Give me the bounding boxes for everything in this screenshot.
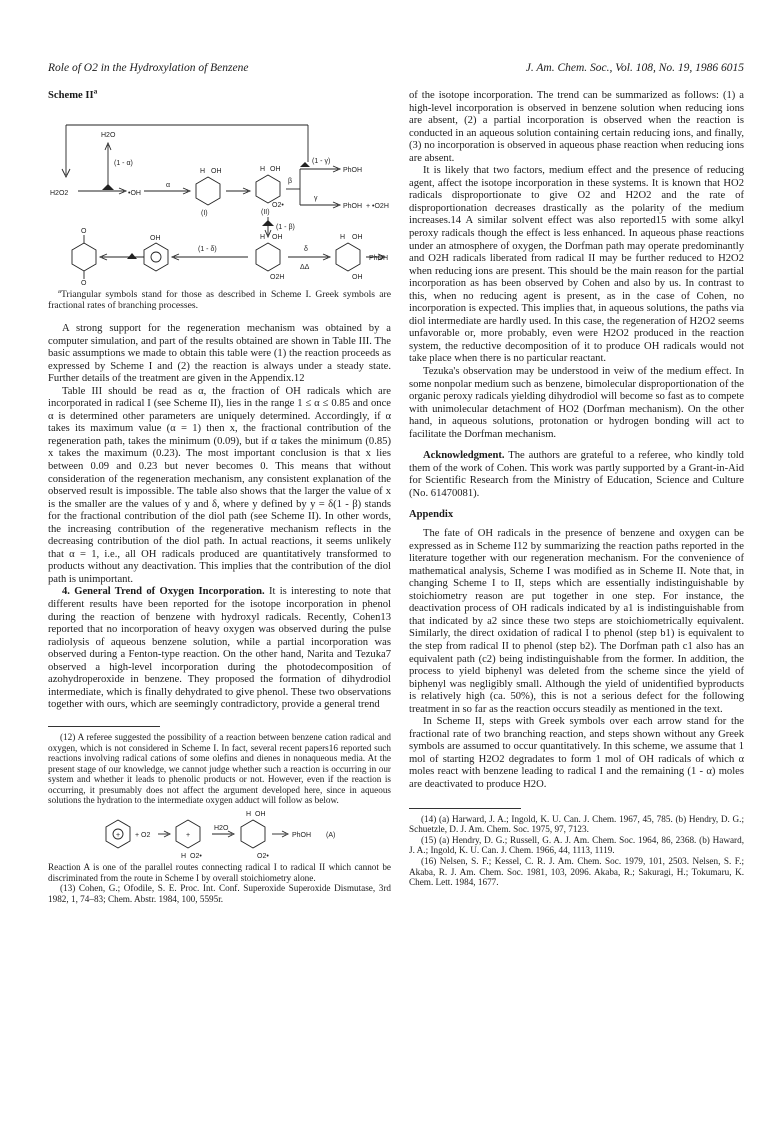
scheme-ii-diagram: [48, 107, 391, 285]
reaction-plus-o2: + O2: [135, 832, 151, 840]
scheme-radical-i: (I): [201, 209, 208, 217]
reaction-a-diagram: [48, 808, 391, 860]
paragraph-two-factors: It is likely that two factors, medium effect and the presence of reducing agent, affect the isotope incorporation in these systems. It is known that HO2 radicals disproportionate to give O2 and H2O2 and the rate of disproportionation decreases drastically as the polarity of the medium increases.14 A similar solvent effect was also reported15 with some alkyl peroxy radicals though the effect is less enhanced. In aqueous phase reactions under an atmosphere of oxygen, the Dorfman path may operate predominantly and O2H radicals liberated from radical II may be further reduced to H2O2 when reducing ions are present. This should be the main reason for the partial incorporation as has been observed by Cohen and also by us. In contrast to this, when no reducing agent is present, as in the case of Cohen, no incorporation is expected. This implies that, in aqueous solutions, the paths via diol intermediate are hardly used. In this case, the regeneration of H2O2 seems unfavorable or, more probably, even were H2O2 produced in the reaction system, the reductive decomposition of it to produce OH radicals would not take place when there is no particular reactant.: [409, 165, 744, 365]
scheme-plus-o2h: + •O2H: [366, 202, 389, 210]
scheme-one-minus-gamma: (1 - γ): [312, 157, 331, 165]
scheme-oh-dihydrodiol-bottom: OH: [352, 273, 363, 281]
section-4-text: It is interesting to note that different results have been reported for the isotope incorporation in phenol during the reaction of benzene with hydroxyl radicals. Recently, Cohen13 reported that no incorporation of heavy oxygen was observed during the pulse radiolysis of aqueous benzene solution, while a partial incorporation was observed during a Fenton-type reaction. On the other hand, Narita and Tezuka7 observed a high-level incorporation during the photodecomposition of azohydroperoxide in benzene. They proposed the formation of dihydrodiol intermediate, which is finally dehydrated to give phenol. These two observations together with ours, which are seemingly contradictory, provide a general trend: [48, 586, 391, 711]
scheme-one-minus-alpha: (1 - α): [114, 159, 133, 167]
paragraph-trend-summary: of the isotope incorporation. The trend can be summarized as follows: (1) a high-level incorporation is observed in benzene solution when reducing ions are absent, (2) a partial incorporation is observed when the reaction is conducted in an aqueous solution containing certain reducing ions, and finally, (3) no incorporation is observed in aqueous phase reaction when reducing ions are absent.: [409, 90, 744, 164]
scheme-h2o2-label: H2O2: [50, 189, 69, 197]
scheme-oh-ii: OH: [270, 165, 281, 173]
scheme-quinone-o-bottom: O: [81, 279, 87, 285]
left-column: [48, 86, 391, 904]
running-header-journal: J. Am. Chem. Soc., Vol. 108, No. 19, 1986 6015: [525, 62, 744, 74]
reaction-oh: OH: [255, 811, 266, 819]
scheme-delta: δ: [304, 245, 308, 253]
scheme-quinone-o-top: O: [81, 227, 87, 235]
acknowledgment-text: The authors are grateful to a referee, who kindly told them of the work of Cohen. This work was partly supported by a Grant-in-Aid for Scientific Research from the Ministry of Education, Science and Culture (No. 61470081).: [409, 450, 744, 499]
scheme-phoh-lower: PhOH: [343, 202, 363, 210]
scheme-h2o-label: H2O: [101, 131, 116, 139]
scheme-alpha: α: [166, 181, 171, 189]
scheme-oh-diol: OH: [272, 233, 283, 241]
footnote-16: (16) Nelsen, S. F.; Kessel, C. R. J. Am. Chem. Soc. 1979, 101, 2503. Nelsen, S. F.; Akaba, R. J. Am. Chem. Soc. 1981, 103, 2096. Akaba, R.; Sakuragi, H.; Tokumaru, K. Chem. Lett. 1984, 1677.: [409, 855, 744, 888]
reaction-h-top: H: [246, 811, 252, 819]
scheme-title: Scheme $II^a$: [48, 86, 98, 101]
scheme-oh-i: OH: [211, 167, 222, 175]
footnote-12: (12) A referee suggested the possibility of a reaction between benzene cation radical and oxygen, which is not considered in Scheme I. In fact, several recent papers16 reported such reactions involving radical cations of some olefins and dienes in nonaqueous media. At the present stage of our knowledge, we cannot judge whether such a reaction is occurring in our system and whether it leads to phenolic products or not. However, even if the reaction is occurring, it presumably does not affect the argument developed here, since in aqueous solutions the hydration to the intermediate oxygen adduct will follow as below.: [48, 731, 391, 806]
acknowledgment-heading: Acknowledgment.: [423, 450, 505, 462]
scheme-beta: β: [288, 177, 293, 185]
acknowledgment: [409, 450, 744, 500]
reaction-o2dot-2: O2•: [257, 853, 269, 861]
scheme-phoh-upper: PhOH: [343, 166, 363, 174]
reaction-o2dot-1: O2•: [190, 853, 202, 861]
appendix-heading: Appendix: [409, 508, 454, 520]
reaction-label-a: (A): [326, 832, 336, 840]
footnote-14: (14) (a) Harward, J. A.; Ingold, K. U. Can. J. Chem. 1967, 45, 785. (b) Hendry, D. G.; Schuetzle, D. J. Am. Chem. Soc. 1975, 97, 7123.: [409, 813, 744, 835]
scheme-phoh-bottom: PhOH: [368, 254, 388, 262]
footnote-12-continued: Reaction A is one of the parallel routes connecting radical I to radical II which cannot be discriminated from the route in Scheme I by overall stoichiometry alone.: [48, 862, 391, 883]
scheme-h-ii: H: [260, 165, 266, 173]
scheme-gamma: γ: [314, 194, 318, 202]
appendix-paragraph-1: The fate of OH radicals in the presence of benzene and oxygen can be expressed as in Scheme I12 by summarizing the reaction paths reported in the literature together with our regeneration mechanism. For the convenience of mathematical analysis, Scheme I was modified as in Scheme II. Note that, in changing Scheme I to II, steps which are essentially indistinguishable by stoichiometry reason are put together in one step. For instance, the deactivation process of OH radicals indicated by a1 is indistinguishable from that indicated by a2 since these two steps are stoichiometrically equivalent. Similarly, the direct oxidation of radical I to phenol (step b1) is equivalent to the step from radical II to phenol (step b2). The Dorfman path c1 also has an equivalent path (c2) being indistinguishable from the former. In addition, the process to yield biphenyl was deleted from the scheme since the yield of biphenyl was negligibly small. Although the yield of unidentified byproducts is relatively high (ca. 50%), this is not a serious defect for the following treatment in so far as the reaction occurs steadily as mentioned in the text.: [409, 528, 744, 715]
scheme-o2dot-ii: O2•: [272, 201, 284, 209]
scheme-o2h-diol: O2H: [270, 273, 285, 281]
footnote-rule: [48, 726, 160, 727]
reaction-h: H: [181, 853, 187, 861]
appendix-paragraph-2: In Scheme II, steps with Greek symbols over each arrow stand for the fractional rate of two branching reaction, and steps shown without any Greek symbols are assumed to occur quantitatively. In this scheme, we assume that 1 mol of starting H2O2 degradates to form 1 mol of OH radicals of which α moles react with benzene leading to radical I and the remaining (1 - α) moles are deactivated to produce H2O.: [409, 716, 744, 790]
paragraph-section-4: [48, 586, 391, 711]
running-header-title: Role of O2 in the Hydroxylation of Benzene: [48, 62, 249, 74]
footnote-13: (13) Cohen, G.; Ofodile, S. E. Proc. Int. Conf. Superoxide Superoxide Dismutase, 3rd 1982, 1, 74–83; Chem. Abstr. 1984, 100, 5595r.: [48, 883, 391, 904]
scheme-phenol-oh: OH: [150, 234, 161, 242]
scheme-h-dihydrodiol: H: [340, 233, 346, 241]
scheme-one-minus-delta: (1 - δ): [198, 245, 217, 253]
scheme-h-i: H: [200, 167, 206, 175]
footnote-rule-right: [409, 808, 521, 809]
reaction-phoh: PhOH: [292, 832, 312, 840]
footnote-15: (15) (a) Hendry, D. G.; Russell, G. A. J. Am. Chem. Soc. 1964, 86, 2368. (b) Haward, J. A.; Ingold, K. U. Can. J. Chem. 1966, 44, 1113, 1119.: [409, 834, 744, 856]
paragraph-tezuka: Tezuka's observation may be understood in veiw of the medium effect. In some nonpolar medium such as benzene, bimolecular disproportionation of the organic peroxy radicals yielding dihydrodiol will become so fast as to compete with unimolecular detachment of HO2 (Dorfman mechanism). On the other hand, in aqueous solutions, protonation or hydrogen bonding will act to facilitate the Dorfman mechanism.: [409, 366, 744, 440]
scheme-radical-ii: (II): [261, 208, 270, 216]
scheme-caption: $^a$Triangular symbols stand for those as described in Scheme I. Greek symbols are fractional rates of branching processes.: [48, 287, 391, 311]
scheme-h-diol: H: [260, 233, 266, 241]
paragraph-table-iii: Table III should be read as α, the fraction of OH radicals which are incorporated in radical I (see Scheme II), lies in the range 1 ≤ α ≤ 0.85 and once α is determined other parameters are uniquely determined. Accordingly, if α takes its maximum value (α = 1) then x, the fractional contribution of the regeneration path, takes the minimum (0.09), but if α takes the minimum (0.85) x takes the maximum (0.23). The most important conclusion is that x lies between 0.09 and 0.23 but never becomes 0. This means that without consideration of the regeneration mechanism, any consistent explanation of the observed result is impossible. The table also shows that the larger the value of x is the smaller are the values of y and δ, where y defined by y = δ(1 - β) stands for the fractional contribution of the diol path (see Scheme II). In other words, the increasing contribution of the regenerative mechanism reflects in the decreasing contribution of the diol path. In actual reactions, it seems unlikely that α = 1, i.e., all OH radicals produced are quantitatively transformed to products without any deactivation. This implies that the contribution of the diol path is unimportant.: [48, 385, 391, 585]
scheme-double-triangle: ΔΔ: [300, 263, 310, 271]
reaction-h2o: H2O: [214, 825, 229, 833]
paragraph-simulation: A strong support for the regeneration mechanism was obtained by a computer simulation, and part of the results obtained are shown in Table III. The basic assumptions we made to obtain this table were (1) the reaction proceeds as expressed by Scheme I and (2) the reaction is always under a steady state. Further details of the treatment are given in the Appendix.12: [48, 322, 391, 385]
scheme-one-minus-beta: (1 - β): [276, 223, 295, 231]
reaction-plus-charge: +: [116, 832, 121, 840]
scheme-oh-radical: •OH: [128, 189, 141, 197]
reaction-dot: +: [186, 832, 191, 840]
section-4-heading: 4. General Trend of Oxygen Incorporation.: [62, 586, 265, 598]
scheme-oh-dihydrodiol: OH: [352, 233, 363, 241]
right-column: [409, 90, 744, 888]
